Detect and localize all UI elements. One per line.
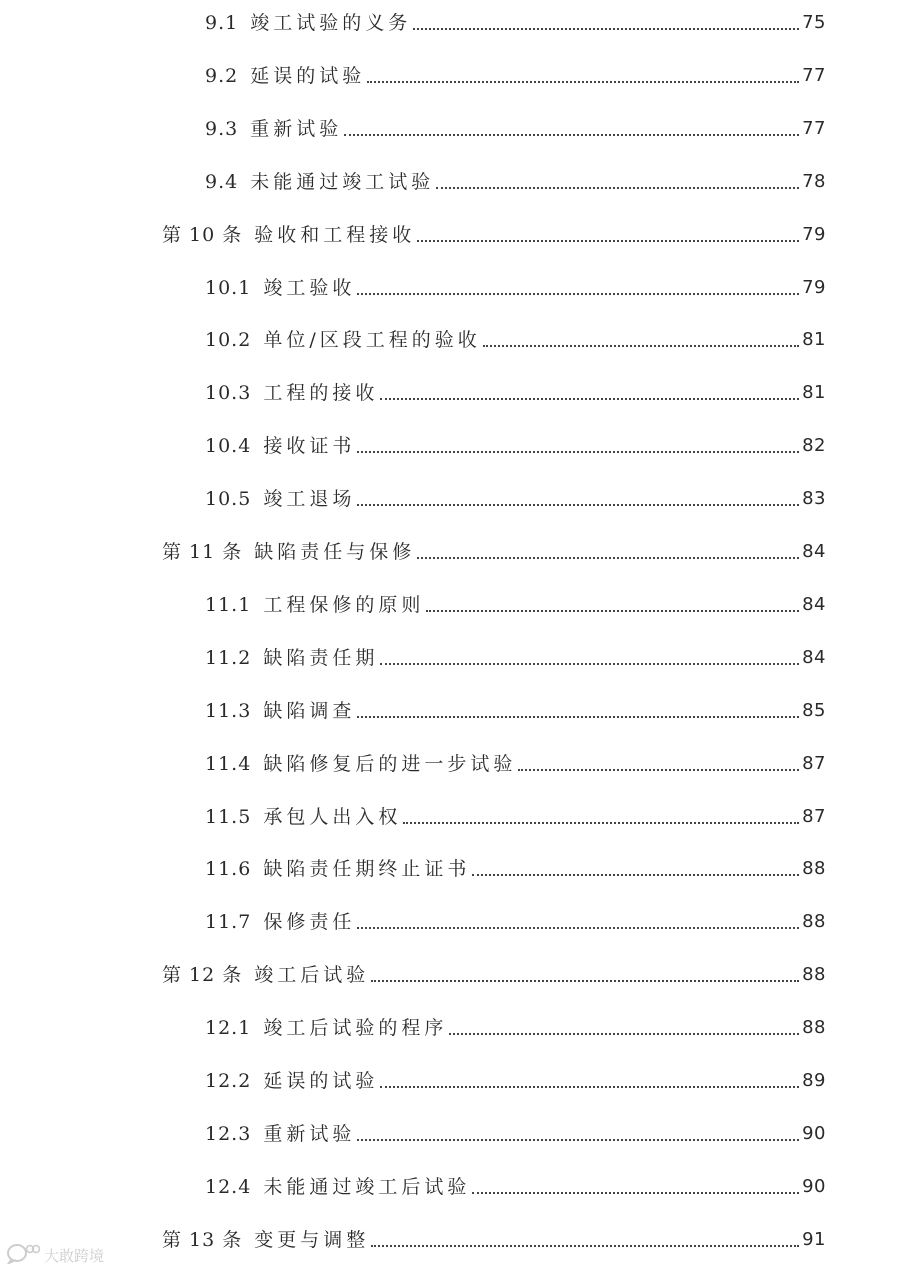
toc-entry[interactable] [162, 1220, 826, 1252]
toc-entry[interactable] [205, 585, 826, 617]
toc-entry-number: 第 13 条 [162, 1228, 243, 1251]
toc-page-number: 87 [802, 752, 826, 774]
toc-entry-title: 接收证书 [263, 435, 356, 458]
toc-dot-leader [371, 1244, 799, 1247]
toc-entry-number: 9.4 [205, 170, 239, 193]
toc-entry[interactable] [205, 744, 826, 776]
toc-dot-leader [371, 979, 799, 982]
toc-page-number: 88 [802, 964, 826, 986]
toc-page-number: 90 [802, 1122, 826, 1144]
toc-entry[interactable] [205, 3, 826, 35]
toc-page-number: 88 [802, 1017, 826, 1039]
toc-page-number: 87 [802, 805, 826, 827]
toc-entry-title: 重新试验 [263, 1122, 356, 1145]
toc-page-number: 81 [802, 382, 826, 404]
toc-entry-title: 单位/区段工程的验收 [263, 329, 481, 352]
toc-dot-leader [472, 873, 799, 876]
toc-page-number: 78 [802, 170, 826, 192]
toc-entry-number: 11.3 [205, 699, 252, 722]
toc-entry-number: 12.4 [205, 1175, 252, 1198]
toc-entry[interactable] [205, 56, 826, 88]
toc-page-number: 91 [802, 1228, 826, 1250]
toc-entry[interactable] [205, 1061, 826, 1093]
toc-page-number: 83 [802, 488, 826, 510]
toc-entry-title: 工程的接收 [263, 382, 379, 405]
toc-entry[interactable] [205, 849, 826, 881]
toc-dot-leader [344, 133, 799, 136]
toc-entry[interactable] [205, 162, 826, 194]
toc-entry-title: 竣工退场 [263, 488, 356, 511]
toc-entry-title: 竣工验收 [263, 276, 356, 299]
toc-dot-leader [483, 344, 799, 347]
toc-page-number: 77 [802, 64, 826, 86]
toc-entry-number: 10.2 [205, 329, 252, 352]
toc-dot-leader [518, 768, 799, 771]
toc-entry[interactable] [205, 902, 826, 934]
toc-entry-number: 10.4 [205, 435, 252, 458]
toc-dot-leader [413, 27, 799, 30]
toc-entry-number: 12.1 [205, 1017, 252, 1040]
toc-page-number: 84 [802, 593, 826, 615]
toc-page-number: 75 [802, 12, 826, 33]
toc-dot-leader [357, 926, 799, 929]
toc-page-number: 90 [802, 1175, 826, 1197]
toc-entry-title: 验收和工程接收 [254, 223, 416, 246]
toc-entry-number: 12.3 [205, 1122, 252, 1145]
toc-page-number: 85 [802, 699, 826, 721]
toc-dot-leader [436, 186, 799, 189]
toc-entry[interactable] [205, 638, 826, 670]
watermark [6, 1240, 104, 1270]
speech-bubble-icon [6, 1242, 44, 1268]
toc-entry-number: 12.2 [205, 1070, 252, 1092]
toc-entry-title: 未能通过竣工试验 [250, 170, 435, 193]
toc-page-number: 77 [802, 117, 826, 139]
toc-dot-leader [357, 292, 799, 295]
toc-entry-number: 11.6 [205, 858, 252, 881]
toc-entry-number: 第 12 条 [162, 964, 243, 987]
toc-page-number: 84 [802, 541, 826, 562]
toc-page-number: 88 [802, 911, 826, 933]
toc-entry[interactable] [162, 955, 826, 987]
toc-entry[interactable] [205, 1008, 826, 1040]
toc-dot-leader [403, 821, 799, 824]
toc-entry-title: 延误的试验 [250, 64, 366, 87]
toc-dot-leader [357, 1138, 799, 1141]
toc-entry[interactable] [162, 532, 826, 564]
toc-entry-number: 11.4 [205, 752, 252, 775]
toc-entry-title: 竣工后试验 [254, 964, 370, 987]
toc-page-number: 89 [802, 1070, 826, 1091]
toc-dot-leader [417, 239, 799, 242]
toc-entry-title: 缺陷修复后的进一步试验 [263, 752, 517, 775]
toc-entry-title: 工程保修的原则 [263, 593, 425, 616]
toc-entry-number: 第 11 条 [162, 541, 243, 563]
toc-dot-leader [380, 1085, 799, 1088]
toc-entry-number: 10.5 [205, 488, 252, 511]
toc-dot-leader [426, 609, 799, 612]
toc-dot-leader [367, 80, 799, 83]
toc-entry-number: 10.3 [205, 382, 252, 405]
toc-entry-number: 9.3 [205, 117, 239, 140]
toc-entry[interactable] [205, 1114, 826, 1146]
toc-entry[interactable] [162, 215, 826, 247]
toc-entry-number: 11.1 [205, 593, 252, 616]
toc-entry[interactable] [205, 426, 826, 458]
toc-entry-title: 保修责任 [263, 911, 356, 934]
watermark-text: 大敢跨境 [44, 1246, 105, 1265]
toc-entry-title: 未能通过竣工后试验 [263, 1175, 471, 1198]
toc-dot-leader [380, 397, 799, 400]
toc-dot-leader [417, 556, 799, 559]
toc-page-number: 79 [802, 223, 826, 245]
toc-dot-leader [357, 715, 799, 718]
toc-entry[interactable] [205, 320, 826, 352]
toc-entry-number: 11.5 [205, 805, 252, 828]
toc-entry-title: 缺陷责任与保修 [254, 541, 416, 563]
toc-page-number: 79 [802, 276, 826, 298]
toc-entry-title: 缺陷责任期终止证书 [263, 858, 471, 881]
toc-entry[interactable] [205, 373, 826, 405]
toc-dot-leader [472, 1191, 799, 1194]
toc-dot-leader [449, 1032, 799, 1035]
toc-entry-title: 竣工试验的义务 [250, 12, 412, 34]
toc-entry-title: 竣工后试验的程序 [263, 1017, 448, 1040]
toc-entry[interactable] [205, 109, 826, 141]
toc-entry-number: 11.7 [205, 911, 252, 934]
toc-entry[interactable] [205, 1167, 826, 1199]
toc-entry[interactable] [205, 691, 826, 723]
toc-entry-number: 第 10 条 [162, 223, 243, 246]
toc-page-number: 88 [802, 858, 826, 880]
toc-entry-title: 重新试验 [250, 117, 343, 140]
toc-dot-leader [357, 450, 799, 453]
toc-page-number: 81 [802, 329, 826, 351]
toc-entry-title: 承包人出入权 [263, 805, 402, 828]
toc-entry-title: 变更与调整 [254, 1228, 370, 1251]
toc-entry[interactable] [205, 797, 826, 829]
toc-entry-number: 9.2 [205, 64, 239, 87]
toc-dot-leader [357, 503, 799, 506]
toc-entry-number: 9.1 [205, 12, 239, 34]
toc-entry-number: 11.2 [205, 646, 252, 669]
toc-entry[interactable] [205, 268, 826, 300]
toc-entry-title: 延误的试验 [263, 1070, 379, 1092]
toc-dot-leader [380, 662, 799, 665]
toc-entry-title: 缺陷责任期 [263, 646, 379, 669]
toc-entry-title: 缺陷调查 [263, 699, 356, 722]
toc-entry[interactable] [205, 479, 826, 511]
toc-entry-number: 10.1 [205, 276, 252, 299]
toc-page-number: 82 [802, 435, 826, 457]
toc-page-number: 84 [802, 646, 826, 668]
